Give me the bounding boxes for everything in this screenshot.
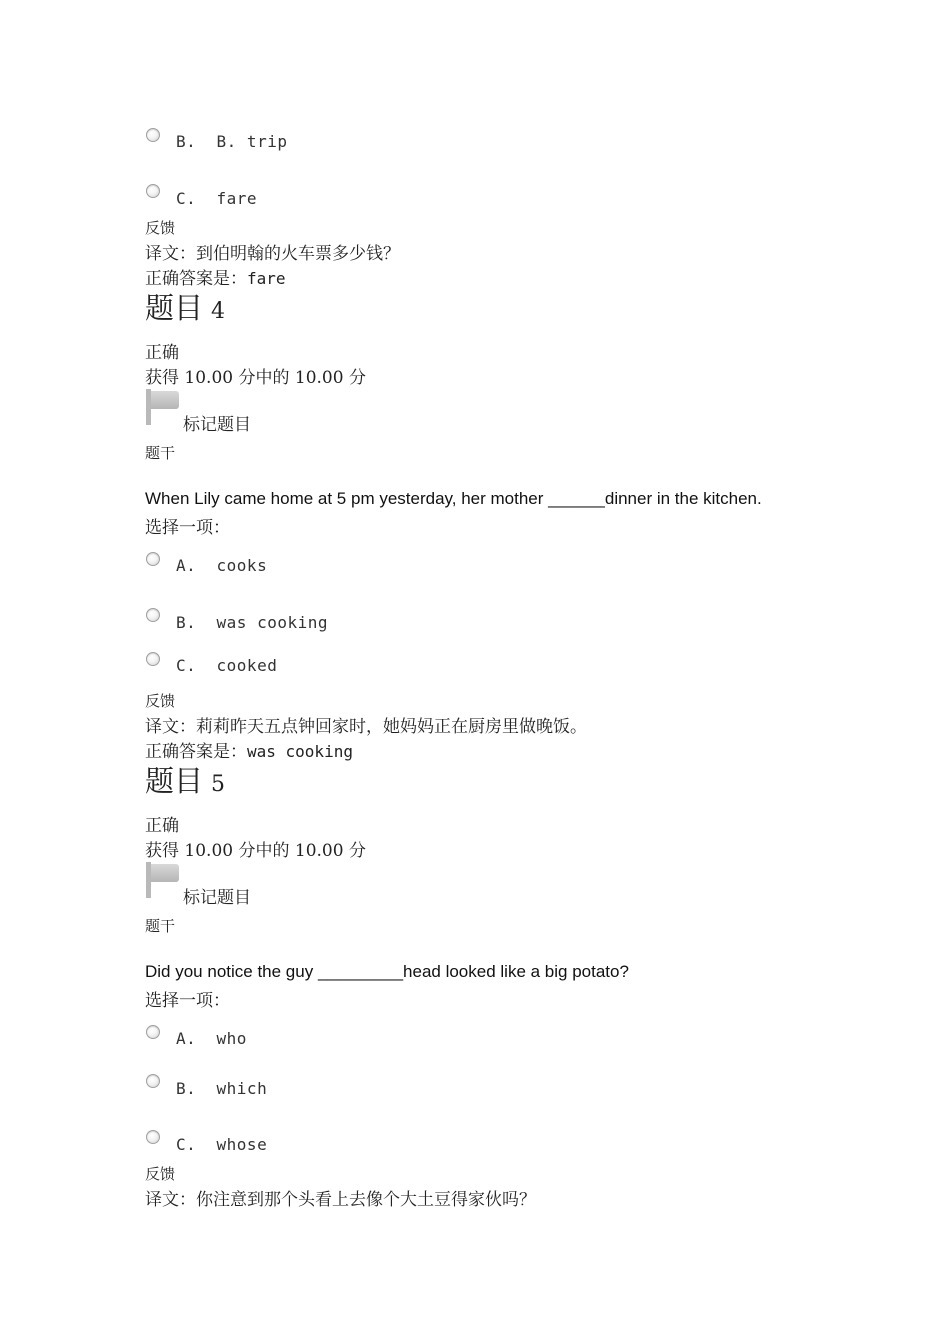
radio-button-icon[interactable] <box>146 552 160 566</box>
radio-button-icon[interactable] <box>146 1074 160 1088</box>
choose-one-label: 选择一项： <box>145 518 230 538</box>
correct-answer-prefix: 正确答案是： <box>145 742 247 762</box>
option-text: which <box>216 1079 268 1098</box>
option-letter: B. <box>176 1079 197 1098</box>
option-letter: C. <box>176 1135 197 1154</box>
option-text: cooks <box>216 556 268 575</box>
correct-answer-value: was cooking <box>247 742 353 761</box>
option-text: whose <box>216 1135 268 1154</box>
radio-button-icon[interactable] <box>146 652 160 666</box>
radio-button-icon[interactable] <box>146 184 160 198</box>
question-title <box>145 286 225 327</box>
flag-icon[interactable] <box>146 862 180 898</box>
flag-question-link[interactable]: 标记题目 <box>183 888 251 908</box>
question-text: When Lily came home at 5 pm yesterday, her mother ______dinner in the kitchen. <box>145 489 762 508</box>
feedback-translation: 译文：你注意到那个头看上去像个大土豆得家伙吗？ <box>145 1190 536 1210</box>
feedback-translation: 译文：莉莉昨天五点钟回家时，她妈妈正在厨房里做晚饭。 <box>145 717 587 737</box>
question-number: 4 <box>211 299 226 324</box>
option-text: cooked <box>216 656 278 675</box>
option-letter: A. <box>176 556 197 575</box>
stem-label: 题干 <box>145 917 176 935</box>
option-letter: B. <box>176 132 197 151</box>
question-status: 正确 <box>145 343 179 363</box>
option-letter: B. <box>176 613 197 632</box>
option-letter: C. <box>176 656 197 675</box>
choose-one-label: 选择一项： <box>145 991 230 1011</box>
question-text: Did you notice the guy _________head looked like a big potato? <box>145 962 629 981</box>
feedback-label: 反馈 <box>145 219 176 237</box>
flag-icon[interactable] <box>146 389 180 425</box>
question-status: 正确 <box>145 816 179 836</box>
radio-button-icon[interactable] <box>146 608 160 622</box>
stem-label: 题干 <box>145 444 176 462</box>
correct-answer-prefix: 正确答案是： <box>145 269 247 289</box>
feedback-label: 反馈 <box>145 1165 176 1183</box>
feedback-translation: 译文：到伯明翰的火车票多少钱？ <box>145 244 400 264</box>
option-letter: A. <box>176 1029 197 1048</box>
question-title <box>145 759 225 800</box>
option-text: B. trip <box>216 132 288 151</box>
correct-answer-value: fare <box>247 269 286 288</box>
radio-button-icon[interactable] <box>146 128 160 142</box>
option-text: fare <box>216 189 258 208</box>
question-number: 5 <box>211 772 226 797</box>
question-title-text: 题目 <box>145 764 204 798</box>
flag-question-link[interactable]: 标记题目 <box>183 415 251 435</box>
question-title-text: 题目 <box>145 291 204 325</box>
radio-button-icon[interactable] <box>146 1130 160 1144</box>
question-score: 获得 10.00 分中的 10.00 分 <box>145 368 366 388</box>
option-text: who <box>216 1029 247 1048</box>
feedback-label: 反馈 <box>145 692 176 710</box>
option-text: was cooking <box>216 613 328 632</box>
option-letter: C. <box>176 189 197 208</box>
question-score: 获得 10.00 分中的 10.00 分 <box>145 841 366 861</box>
radio-button-icon[interactable] <box>146 1025 160 1039</box>
